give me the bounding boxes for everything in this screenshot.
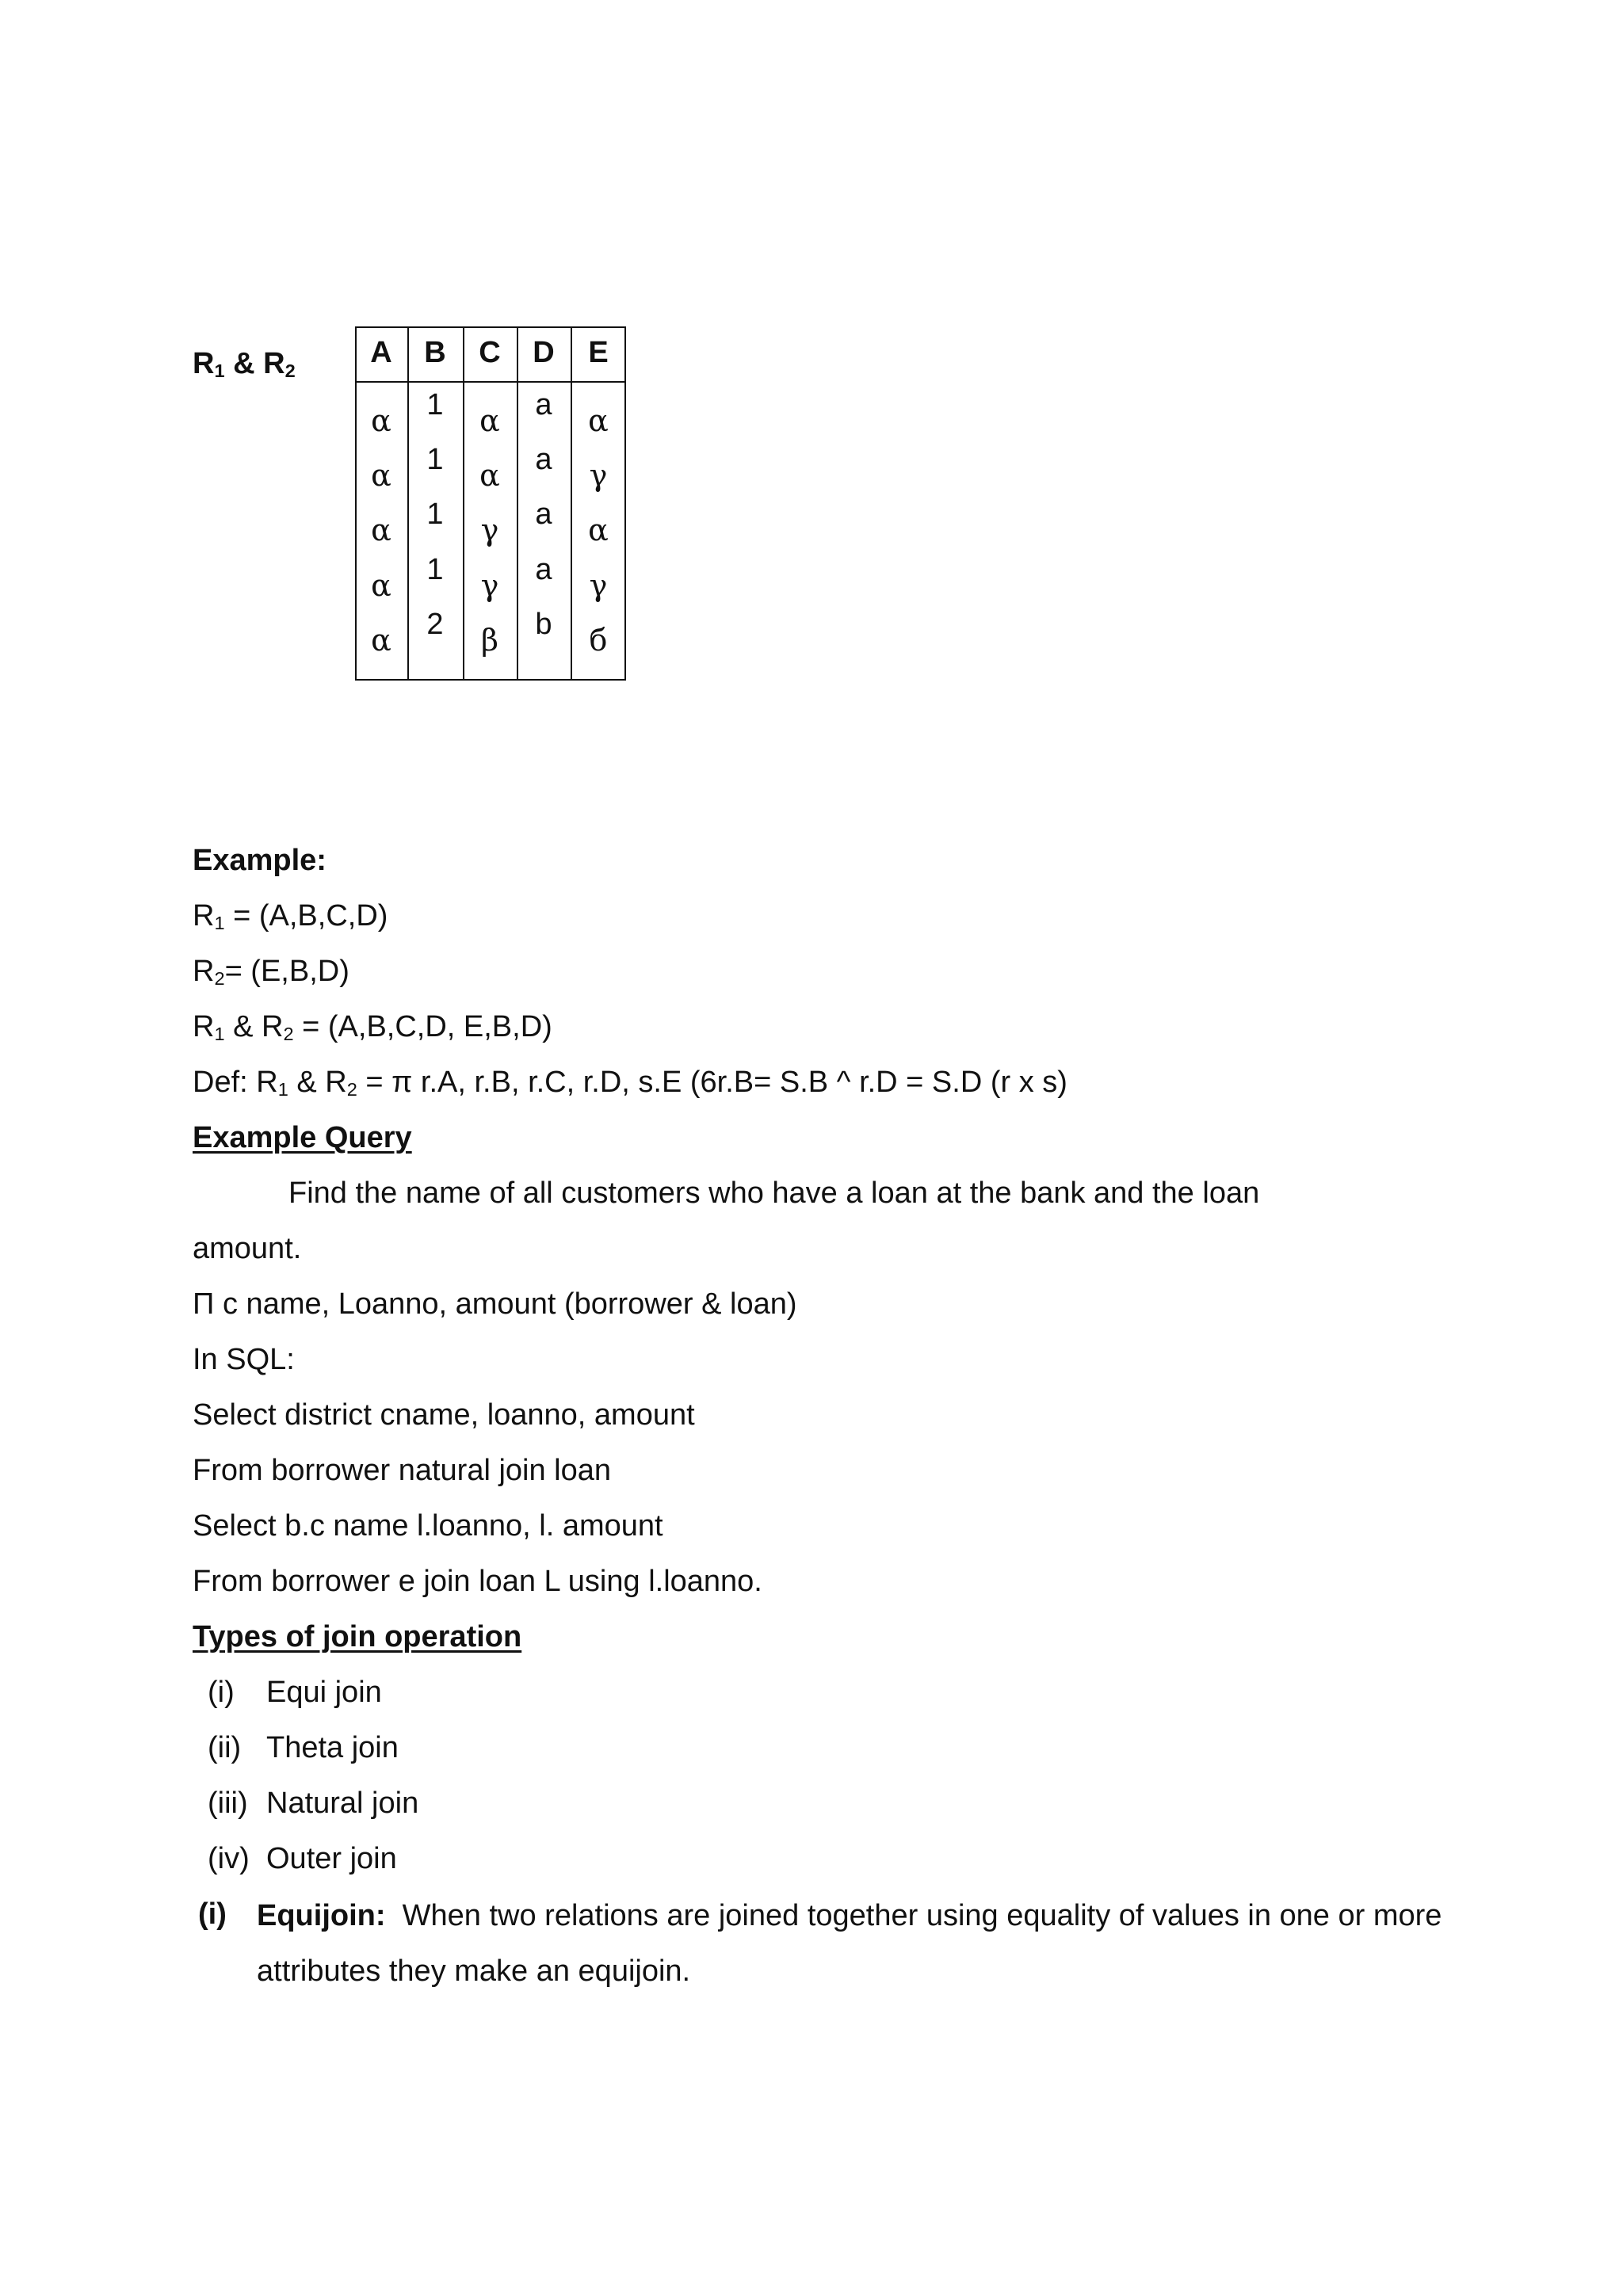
query-relational-expression: Π c name, Loanno, amount (borrower & loan)	[193, 1287, 797, 1321]
relation-r1: R	[193, 347, 215, 380]
equijoin-description: When two relations are joined together using equality of values in one or more attributes they make an equijoin.	[257, 1899, 1442, 1988]
text: = (E,B,D)	[224, 955, 349, 988]
relation-r1-subscript: 1	[214, 360, 225, 382]
join-result-table	[355, 326, 626, 681]
query-sql-line2: From borrower natural join loan	[193, 1454, 612, 1487]
table-cell: γ	[589, 458, 608, 493]
query-description-line1: Find the name of all customers who have a loan at the bank and the loan	[288, 1177, 1260, 1210]
table-cell: α	[588, 513, 609, 547]
table-cell: α	[371, 403, 391, 438]
equijoin-definition	[257, 1888, 1493, 1999]
relation-label	[193, 347, 296, 381]
query-description-line2: amount.	[193, 1232, 302, 1265]
table-cell: β	[481, 623, 498, 658]
table-cell: γ	[480, 513, 499, 547]
table-header-cell: C	[479, 336, 501, 369]
subscript: 1	[214, 913, 225, 934]
text: = π r.A, r.B, r.C, r.D, s.E (6r.B= S.B ^ r.D = S.D (r x s)	[357, 1066, 1067, 1099]
table-cell: b	[535, 608, 552, 641]
table-header-cell: D	[533, 336, 555, 369]
query-sql-label: In SQL:	[193, 1343, 295, 1376]
table-cell: 1	[426, 443, 444, 476]
table-cell: 2	[426, 608, 444, 641]
text: Def: R	[193, 1066, 278, 1099]
list-label: Theta join	[266, 1731, 399, 1764]
relation-r2: R	[263, 347, 285, 380]
list-label: Equi join	[266, 1676, 382, 1709]
subscript: 1	[214, 1024, 225, 1045]
text: & R	[224, 1010, 284, 1043]
list-label: Natural join	[266, 1787, 419, 1820]
equijoin-term: Equijoin:	[257, 1899, 386, 1932]
query-sql-line1: Select district cname, loanno, amount	[193, 1398, 695, 1432]
table-cell: α	[479, 458, 500, 493]
example-query-heading: Example Query	[193, 1121, 412, 1154]
table-cell: a	[535, 498, 552, 531]
example-line-r2	[193, 955, 349, 990]
table-cell: α	[371, 458, 391, 493]
table-cell: α	[479, 403, 500, 438]
table-cell: α	[371, 623, 391, 658]
list-label: Outer join	[266, 1842, 397, 1875]
subscript: 2	[283, 1024, 294, 1045]
example-line-r1	[193, 899, 388, 934]
table-cell: α	[588, 403, 609, 438]
table-header-divider	[355, 381, 626, 383]
query-sql-line3: Select b.c name l.loanno, l. amount	[193, 1509, 663, 1543]
table-cell: 1	[426, 388, 444, 421]
query-sql-line4: From borrower e join loan L using l.loanno.	[193, 1565, 762, 1598]
table-cell: γ	[480, 568, 499, 603]
equijoin-number: (i)	[198, 1897, 227, 1931]
table-cell: a	[535, 388, 552, 421]
list-number: (iv)	[208, 1842, 250, 1875]
table-cell: α	[371, 513, 391, 547]
table-cell: 1	[426, 498, 444, 531]
list-number: (ii)	[208, 1731, 242, 1764]
relation-r2-subscript: 2	[285, 360, 296, 382]
text: R	[193, 899, 215, 933]
text: R	[193, 1010, 215, 1043]
table-header-cell: A	[370, 336, 392, 369]
table-cell: α	[371, 568, 391, 603]
list-number: (i)	[208, 1676, 235, 1709]
example-line-join	[193, 1010, 552, 1045]
table-header-cell: B	[424, 336, 446, 369]
table-cell: γ	[589, 568, 608, 603]
example-line-definition	[193, 1066, 1067, 1100]
text: & R	[288, 1066, 347, 1099]
subscript: 1	[277, 1079, 288, 1100]
subscript: 2	[214, 968, 225, 990]
relation-ampersand: &	[233, 347, 255, 380]
table-cell: a	[535, 443, 552, 476]
table-cell: 1	[426, 553, 444, 586]
text: R	[193, 955, 215, 988]
table-cell: б	[589, 623, 608, 658]
join-types-heading: Types of join operation	[193, 1620, 522, 1653]
example-heading: Example:	[193, 844, 327, 877]
table-cell: a	[535, 553, 552, 586]
subscript: 2	[346, 1079, 357, 1100]
text: = (A,B,C,D, E,B,D)	[293, 1010, 552, 1043]
text: = (A,B,C,D)	[224, 899, 388, 933]
list-number: (iii)	[208, 1787, 248, 1820]
table-header-cell: E	[588, 336, 609, 369]
